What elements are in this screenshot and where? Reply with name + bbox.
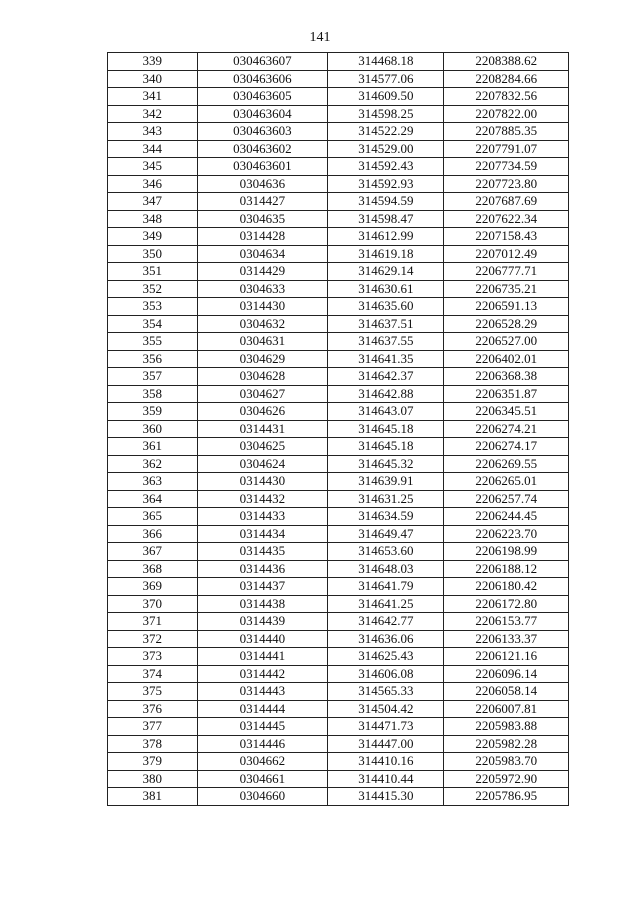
x-coordinate-cell: 314619.18 — [328, 245, 444, 263]
table-row — [108, 280, 569, 298]
table-row — [108, 333, 569, 351]
point-code-cell: 0314431 — [197, 420, 328, 438]
table-row — [108, 455, 569, 473]
coordinates-table — [107, 52, 569, 806]
table-row — [108, 315, 569, 333]
point-index-cell: 369 — [108, 578, 198, 596]
x-coordinate-cell: 314565.33 — [328, 683, 444, 701]
x-coordinate-cell: 314606.08 — [328, 665, 444, 683]
point-index-cell: 375 — [108, 683, 198, 701]
point-index-cell: 356 — [108, 350, 198, 368]
y-coordinate-cell: 2206591.13 — [444, 298, 569, 316]
table-row — [108, 245, 569, 263]
x-coordinate-cell: 314471.73 — [328, 718, 444, 736]
point-code-cell: 0304632 — [197, 315, 328, 333]
table-row — [108, 490, 569, 508]
point-index-cell: 343 — [108, 123, 198, 141]
y-coordinate-cell: 2208284.66 — [444, 70, 569, 88]
point-code-cell: 0304660 — [197, 788, 328, 806]
table-row — [108, 613, 569, 631]
point-code-cell: 0314430 — [197, 473, 328, 491]
point-index-cell: 341 — [108, 88, 198, 106]
table-row — [108, 578, 569, 596]
point-index-cell: 340 — [108, 70, 198, 88]
table-row — [108, 508, 569, 526]
table-row — [108, 595, 569, 613]
x-coordinate-cell: 314635.60 — [328, 298, 444, 316]
point-index-cell: 339 — [108, 53, 198, 71]
point-code-cell: 0314433 — [197, 508, 328, 526]
y-coordinate-cell: 2206274.21 — [444, 420, 569, 438]
point-index-cell: 344 — [108, 140, 198, 158]
point-code-cell: 0314444 — [197, 700, 328, 718]
x-coordinate-cell: 314415.30 — [328, 788, 444, 806]
x-coordinate-cell: 314641.35 — [328, 350, 444, 368]
point-code-cell: 030463604 — [197, 105, 328, 123]
y-coordinate-cell: 2205786.95 — [444, 788, 569, 806]
table-row — [108, 665, 569, 683]
x-coordinate-cell: 314639.91 — [328, 473, 444, 491]
x-coordinate-cell: 314592.43 — [328, 158, 444, 176]
point-code-cell: 0314430 — [197, 298, 328, 316]
point-code-cell: 0314439 — [197, 613, 328, 631]
y-coordinate-cell: 2206257.74 — [444, 490, 569, 508]
y-coordinate-cell: 2205983.88 — [444, 718, 569, 736]
table-row — [108, 473, 569, 491]
point-index-cell: 364 — [108, 490, 198, 508]
point-index-cell: 378 — [108, 735, 198, 753]
x-coordinate-cell: 314410.44 — [328, 770, 444, 788]
x-coordinate-cell: 314641.79 — [328, 578, 444, 596]
point-index-cell: 371 — [108, 613, 198, 631]
point-code-cell: 0304628 — [197, 368, 328, 386]
point-code-cell: 030463602 — [197, 140, 328, 158]
y-coordinate-cell: 2206402.01 — [444, 350, 569, 368]
y-coordinate-cell: 2206368.38 — [444, 368, 569, 386]
point-index-cell: 347 — [108, 193, 198, 211]
x-coordinate-cell: 314592.93 — [328, 175, 444, 193]
table-row — [108, 368, 569, 386]
x-coordinate-cell: 314645.18 — [328, 438, 444, 456]
y-coordinate-cell: 2207885.35 — [444, 123, 569, 141]
point-code-cell: 0304627 — [197, 385, 328, 403]
point-index-cell: 373 — [108, 648, 198, 666]
y-coordinate-cell: 2206735.21 — [444, 280, 569, 298]
table-row — [108, 718, 569, 736]
table-row — [108, 298, 569, 316]
point-code-cell: 0304625 — [197, 438, 328, 456]
y-coordinate-cell: 2206269.55 — [444, 455, 569, 473]
table-row — [108, 438, 569, 456]
point-code-cell: 030463607 — [197, 53, 328, 71]
x-coordinate-cell: 314645.18 — [328, 420, 444, 438]
point-index-cell: 346 — [108, 175, 198, 193]
y-coordinate-cell: 2207622.34 — [444, 210, 569, 228]
point-code-cell: 0304636 — [197, 175, 328, 193]
point-index-cell: 348 — [108, 210, 198, 228]
table-row — [108, 543, 569, 561]
point-code-cell: 0304634 — [197, 245, 328, 263]
y-coordinate-cell: 2206121.16 — [444, 648, 569, 666]
y-coordinate-cell: 2205982.28 — [444, 735, 569, 753]
point-code-cell: 0314429 — [197, 263, 328, 281]
point-code-cell: 0304631 — [197, 333, 328, 351]
y-coordinate-cell: 2206198.99 — [444, 543, 569, 561]
point-index-cell: 368 — [108, 560, 198, 578]
x-coordinate-cell: 314594.59 — [328, 193, 444, 211]
table-row — [108, 210, 569, 228]
y-coordinate-cell: 2206351.87 — [444, 385, 569, 403]
point-code-cell: 0304635 — [197, 210, 328, 228]
x-coordinate-cell: 314631.25 — [328, 490, 444, 508]
x-coordinate-cell: 314522.29 — [328, 123, 444, 141]
point-index-cell: 361 — [108, 438, 198, 456]
point-index-cell: 374 — [108, 665, 198, 683]
point-index-cell: 365 — [108, 508, 198, 526]
table-row — [108, 105, 569, 123]
x-coordinate-cell: 314648.03 — [328, 560, 444, 578]
x-coordinate-cell: 314634.59 — [328, 508, 444, 526]
point-code-cell: 0304624 — [197, 455, 328, 473]
point-index-cell: 349 — [108, 228, 198, 246]
x-coordinate-cell: 314504.42 — [328, 700, 444, 718]
x-coordinate-cell: 314636.06 — [328, 630, 444, 648]
table-row — [108, 263, 569, 281]
point-index-cell: 380 — [108, 770, 198, 788]
y-coordinate-cell: 2206096.14 — [444, 665, 569, 683]
point-index-cell: 376 — [108, 700, 198, 718]
y-coordinate-cell: 2207822.00 — [444, 105, 569, 123]
point-code-cell: 0314434 — [197, 525, 328, 543]
x-coordinate-cell: 314612.99 — [328, 228, 444, 246]
y-coordinate-cell: 2207012.49 — [444, 245, 569, 263]
point-index-cell: 353 — [108, 298, 198, 316]
point-code-cell: 0314445 — [197, 718, 328, 736]
x-coordinate-cell: 314653.60 — [328, 543, 444, 561]
y-coordinate-cell: 2206188.12 — [444, 560, 569, 578]
x-coordinate-cell: 314529.00 — [328, 140, 444, 158]
point-code-cell: 0314428 — [197, 228, 328, 246]
table-row — [108, 228, 569, 246]
x-coordinate-cell: 314649.47 — [328, 525, 444, 543]
x-coordinate-cell: 314637.51 — [328, 315, 444, 333]
point-index-cell: 372 — [108, 630, 198, 648]
table-row — [108, 350, 569, 368]
y-coordinate-cell: 2207791.07 — [444, 140, 569, 158]
y-coordinate-cell: 2205972.90 — [444, 770, 569, 788]
x-coordinate-cell: 314630.61 — [328, 280, 444, 298]
x-coordinate-cell: 314642.88 — [328, 385, 444, 403]
y-coordinate-cell: 2206528.29 — [444, 315, 569, 333]
point-index-cell: 366 — [108, 525, 198, 543]
point-code-cell: 030463606 — [197, 70, 328, 88]
point-index-cell: 381 — [108, 788, 198, 806]
y-coordinate-cell: 2206180.42 — [444, 578, 569, 596]
table-row — [108, 700, 569, 718]
x-coordinate-cell: 314629.14 — [328, 263, 444, 281]
table-row — [108, 770, 569, 788]
table-row — [108, 420, 569, 438]
point-index-cell: 358 — [108, 385, 198, 403]
table-row — [108, 53, 569, 71]
y-coordinate-cell: 2207687.69 — [444, 193, 569, 211]
x-coordinate-cell: 314645.32 — [328, 455, 444, 473]
point-index-cell: 367 — [108, 543, 198, 561]
point-index-cell: 370 — [108, 595, 198, 613]
x-coordinate-cell: 314468.18 — [328, 53, 444, 71]
y-coordinate-cell: 2206007.81 — [444, 700, 569, 718]
table-row — [108, 788, 569, 806]
point-index-cell: 352 — [108, 280, 198, 298]
table-row — [108, 403, 569, 421]
y-coordinate-cell: 2206133.37 — [444, 630, 569, 648]
point-code-cell: 0314435 — [197, 543, 328, 561]
table-row — [108, 385, 569, 403]
table-row — [108, 735, 569, 753]
table-row — [108, 630, 569, 648]
x-coordinate-cell: 314642.77 — [328, 613, 444, 631]
x-coordinate-cell: 314642.37 — [328, 368, 444, 386]
point-index-cell: 357 — [108, 368, 198, 386]
point-code-cell: 0304662 — [197, 753, 328, 771]
point-code-cell: 030463601 — [197, 158, 328, 176]
point-code-cell: 0314442 — [197, 665, 328, 683]
table-row — [108, 525, 569, 543]
x-coordinate-cell: 314410.16 — [328, 753, 444, 771]
x-coordinate-cell: 314609.50 — [328, 88, 444, 106]
table-row — [108, 683, 569, 701]
table-row — [108, 140, 569, 158]
point-code-cell: 0314432 — [197, 490, 328, 508]
y-coordinate-cell: 2206058.14 — [444, 683, 569, 701]
x-coordinate-cell: 314637.55 — [328, 333, 444, 351]
point-code-cell: 0314438 — [197, 595, 328, 613]
y-coordinate-cell: 2207832.56 — [444, 88, 569, 106]
x-coordinate-cell: 314641.25 — [328, 595, 444, 613]
point-code-cell: 0314446 — [197, 735, 328, 753]
point-code-cell: 0314443 — [197, 683, 328, 701]
table-row — [108, 560, 569, 578]
point-index-cell: 379 — [108, 753, 198, 771]
y-coordinate-cell: 2208388.62 — [444, 53, 569, 71]
x-coordinate-cell: 314447.00 — [328, 735, 444, 753]
point-code-cell: 0304633 — [197, 280, 328, 298]
point-code-cell: 030463605 — [197, 88, 328, 106]
x-coordinate-cell: 314643.07 — [328, 403, 444, 421]
point-code-cell: 0304626 — [197, 403, 328, 421]
point-code-cell: 0314436 — [197, 560, 328, 578]
x-coordinate-cell: 314598.47 — [328, 210, 444, 228]
y-coordinate-cell: 2206172.80 — [444, 595, 569, 613]
table-row — [108, 88, 569, 106]
table-row — [108, 753, 569, 771]
point-index-cell: 355 — [108, 333, 198, 351]
coordinates-table-body — [108, 53, 569, 806]
y-coordinate-cell: 2206223.70 — [444, 525, 569, 543]
x-coordinate-cell: 314625.43 — [328, 648, 444, 666]
table-row — [108, 648, 569, 666]
page-number: 141 — [309, 30, 331, 45]
point-code-cell: 0304629 — [197, 350, 328, 368]
point-code-cell: 0314440 — [197, 630, 328, 648]
point-index-cell: 342 — [108, 105, 198, 123]
x-coordinate-cell: 314598.25 — [328, 105, 444, 123]
point-index-cell: 345 — [108, 158, 198, 176]
point-index-cell: 360 — [108, 420, 198, 438]
point-index-cell: 363 — [108, 473, 198, 491]
point-code-cell: 030463603 — [197, 123, 328, 141]
point-index-cell: 350 — [108, 245, 198, 263]
point-index-cell: 377 — [108, 718, 198, 736]
table-row — [108, 158, 569, 176]
y-coordinate-cell: 2207158.43 — [444, 228, 569, 246]
table-row — [108, 123, 569, 141]
table-row — [108, 175, 569, 193]
y-coordinate-cell: 2206265.01 — [444, 473, 569, 491]
y-coordinate-cell: 2207723.80 — [444, 175, 569, 193]
point-code-cell: 0314427 — [197, 193, 328, 211]
y-coordinate-cell: 2206244.45 — [444, 508, 569, 526]
point-index-cell: 354 — [108, 315, 198, 333]
y-coordinate-cell: 2206777.71 — [444, 263, 569, 281]
y-coordinate-cell: 2207734.59 — [444, 158, 569, 176]
point-code-cell: 0314437 — [197, 578, 328, 596]
table-row — [108, 193, 569, 211]
point-index-cell: 351 — [108, 263, 198, 281]
y-coordinate-cell: 2206527.00 — [444, 333, 569, 351]
point-index-cell: 359 — [108, 403, 198, 421]
y-coordinate-cell: 2205983.70 — [444, 753, 569, 771]
point-index-cell: 362 — [108, 455, 198, 473]
x-coordinate-cell: 314577.06 — [328, 70, 444, 88]
y-coordinate-cell: 2206274.17 — [444, 438, 569, 456]
point-code-cell: 0304661 — [197, 770, 328, 788]
y-coordinate-cell: 2206153.77 — [444, 613, 569, 631]
point-code-cell: 0314441 — [197, 648, 328, 666]
table-row — [108, 70, 569, 88]
y-coordinate-cell: 2206345.51 — [444, 403, 569, 421]
